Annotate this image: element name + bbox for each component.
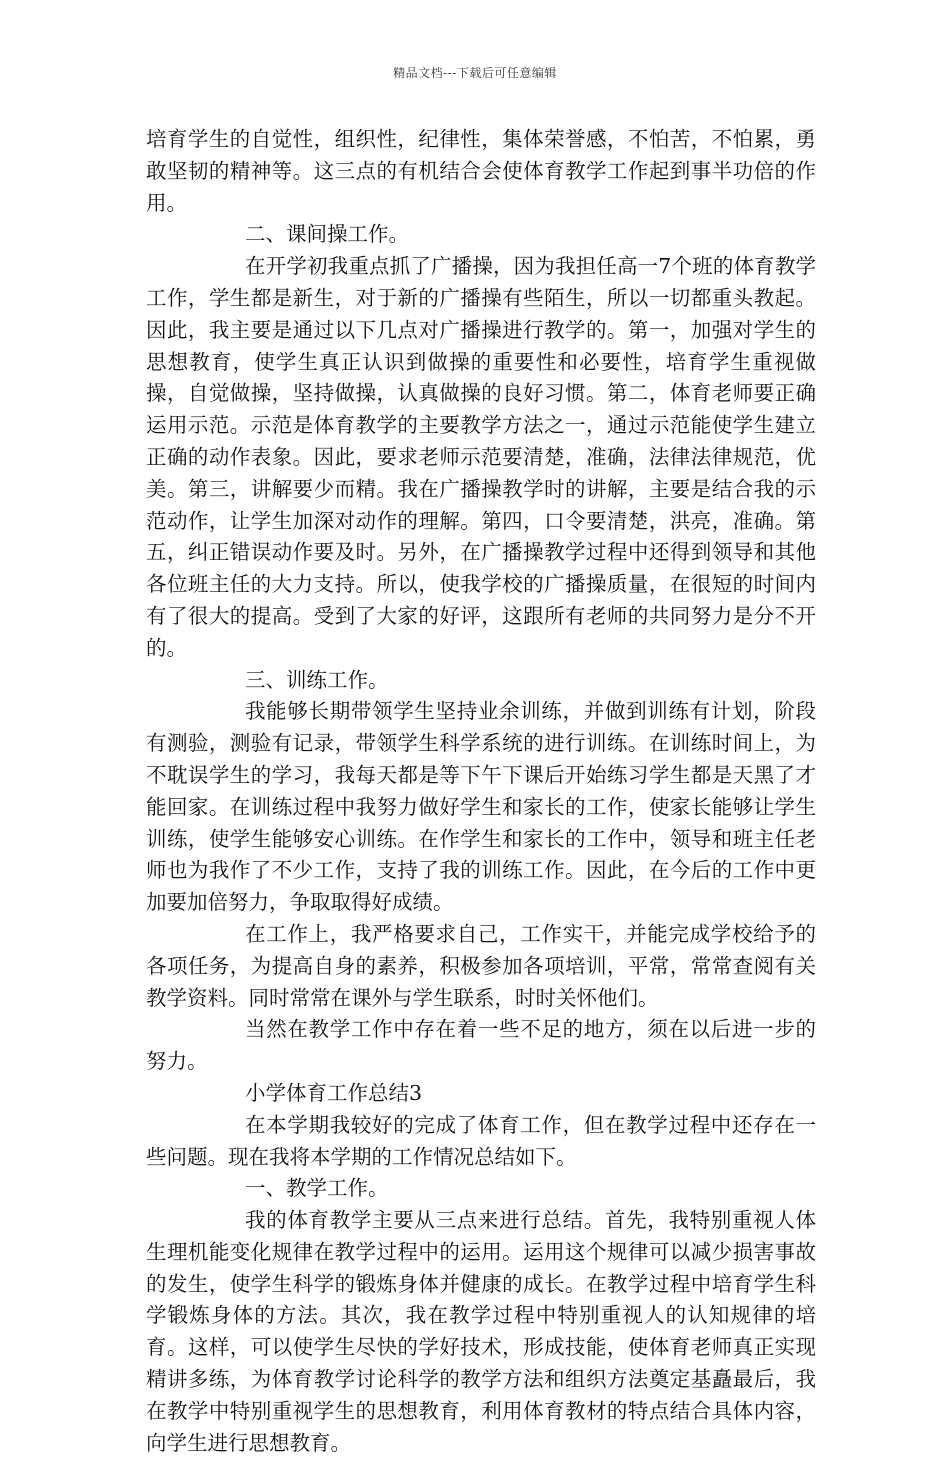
summary-title: 小学体育工作总结3 (245, 1080, 423, 1105)
section-heading-training: 三、训练工作。 (245, 667, 389, 692)
section-heading-teaching: 一、教学工作。 (245, 1176, 389, 1201)
paragraph-shortcomings: 当然在教学工作中存在着一些不足的地方，须在以后进一步的努力。 (146, 1017, 816, 1074)
page-header: 精品文档---下载后可任意编辑 (393, 66, 557, 80)
paragraph-training: 我能够长期带领学生坚持业余训练，并做到训练有计划，阶段有测验，测验有记录，带领学生科学系统的进行训练。在训练时间上，为不耽误学生的学习，我每天都是等下午下课后开始练习学生都是天黑了才能回家。在训练过程中我努力做好学生和家长的工作，使家长能够让学生训练，使学生能够安心训练。在作学生和家长的工作中，领导和班主任老师也为我作了不少工作，支持了我的训练工作。因此，在今后的工作中更加要加倍努力，争取取得好成绩。 (146, 699, 816, 915)
paragraph-work-attitude: 在工作上，我严格要求自己，工作实干，并能完成学校给予的各项任务，为提高自身的素养，积极参加各项培训，平常，常常查阅有关教学资料。同时常常在课外与学生联系，时时关怀他们。 (146, 921, 816, 1010)
paragraph-intro: 在本学期我较好的完成了体育工作，但在教学过程中还存在一些问题。现在我将本学期的工作情况总结如下。 (146, 1112, 816, 1169)
document-body (146, 124, 816, 1459)
paragraph-exercise: 在开学初我重点抓了广播操，因为我担任高一7个班的体育教学工作，学生都是新生，对于新的广播操有些陌生，所以一切都重头教起。因此，我主要是通过以下几点对广播操进行教学的。第一，加强对学生的思想教育，使学生真正认识到做操的重要性和必要性，培育学生重视做操，自觉做操，坚持做操，认真做操的良好习惯。第二，体育老师要正确运用示范。示范是体育教学的主要教学方法之一，通过示范能使学生建立正确的动作表象。因此，要求老师示范要清楚，准确，法律法律规范，优美。第三，讲解要少而精。我在广播操教学时的讲解，主要是结合我的示范动作，让学生加深对动作的理解。第四，口令要清楚，洪亮，准确。第五，纠正错误动作要及时。另外，在广播操教学过程中还得到领导和其他各位班主任的大力支持。所以，使我学校的广播操质量，在很短的时间内有了很大的提高。受到了大家的好评，这跟所有老师的共同努力是分不开的。 (146, 254, 816, 660)
paragraph-teaching: 我的体育教学主要从三点来进行总结。首先，我特别重视人体生理机能变化规律在教学过程中的运用。运用这个规律可以减少损害事故的发生，使学生科学的锻炼身体并健康的成长。在教学过程中培育学生科学锻炼身体的方法。其次，我在教学过程中特别重视人的认知规律的培育。这样，可以使学生尽快的学好技术，形成技能，使体育老师真正实现精讲多练，为体育教学讨论科学的教学方法和组织方法奠定基矗最后，我在教学中特别重视学生的思想教育，利用体育教材的特点结合具体内容，向学生进行思想教育。 (146, 1208, 816, 1455)
section-heading-exercise: 二、课间操工作。 (245, 222, 409, 247)
paragraph-1: 培育学生的自觉性，组织性，纪律性，集体荣誉感，不怕苦，不怕累，勇敢坚韧的精神等。这三点的有机结合会使体育教学工作起到事半功倍的作用。 (146, 127, 816, 215)
